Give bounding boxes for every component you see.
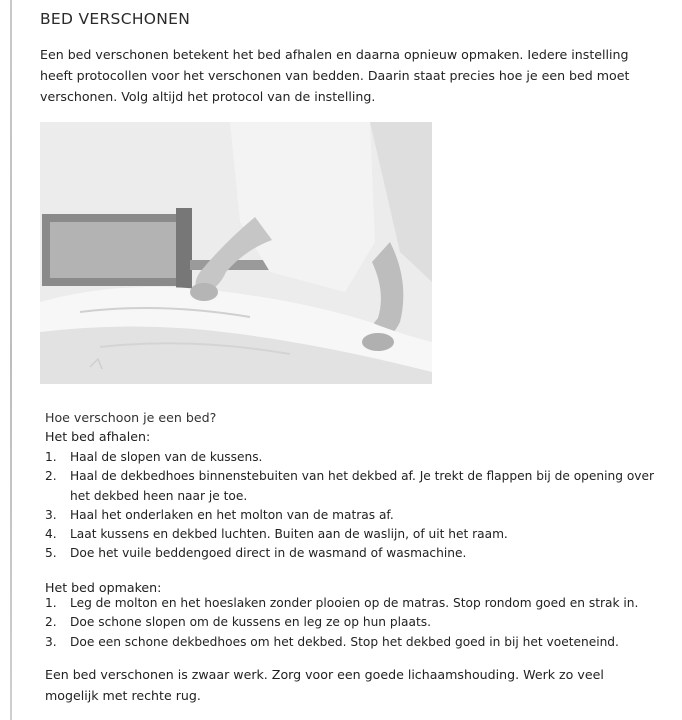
list-number: 1. — [45, 596, 57, 610]
afhalen-list — [40, 448, 655, 564]
list-number: 3. — [45, 507, 57, 522]
list-item — [40, 544, 655, 563]
opmaken-list — [40, 594, 655, 652]
list-number: 3. — [45, 634, 57, 649]
page-margin-line — [10, 0, 12, 720]
opmaken-heading: Het bed opmaken: — [45, 580, 162, 595]
list-text: Haal de dekbedhoes binnenstebuiten van het dekbed af. Je trekt de flappen bij de opening over het dekbed heen naar je toe. — [70, 469, 655, 503]
list-number: 1. — [45, 450, 57, 464]
list-text: Doe het vuile beddengoed direct in de wasmand of wasmachine. — [70, 546, 467, 561]
list-item — [40, 594, 655, 613]
list-item — [40, 525, 655, 544]
list-number: 2. — [45, 469, 57, 484]
list-text: Haal het onderlaken en het molton van de matras af. — [70, 507, 394, 522]
list-number: 4. — [45, 527, 57, 542]
section-question: Hoe verschoon je een bed? — [45, 410, 217, 425]
photo-illustration — [40, 122, 432, 384]
list-text: Haal de slopen van de kussens. — [70, 450, 263, 464]
list-item — [40, 506, 655, 525]
list-text: Leg de molton en het hoeslaken zonder plooien op de matras. Stop rondom goed en strak in. — [70, 596, 639, 610]
list-text: Doe schone slopen om de kussens en leg ze op hun plaats. — [70, 615, 431, 630]
afhalen-heading: Het bed afhalen: — [45, 429, 151, 444]
page-title: BED VERSCHONEN — [40, 10, 191, 28]
list-item — [40, 613, 655, 632]
bed-making-photo — [40, 122, 432, 384]
closing-paragraph: Een bed verschonen is zwaar werk. Zorg voor een goede lichaamshouding. Werk zo veel mogelijk met rechte rug. — [45, 667, 604, 703]
list-item — [40, 467, 655, 506]
list-number: 5. — [45, 546, 57, 561]
list-number: 2. — [45, 615, 57, 630]
list-text: Laat kussens en dekbed luchten. Buiten aan de waslijn, of uit het raam. — [70, 527, 508, 542]
list-item — [40, 448, 655, 467]
list-item — [40, 633, 655, 652]
list-text: Doe een schone dekbedhoes om het dekbed. Stop het dekbed goed in bij het voeteneind. — [70, 634, 619, 649]
intro-paragraph: Een bed verschonen betekent het bed afhalen en daarna opnieuw opmaken. Iedere instelling heeft protocollen voor het verschonen van bedden. Daarin staat precies hoe je een bed moet verschonen. Volg altijd het protocol van de instelling. — [40, 47, 630, 104]
